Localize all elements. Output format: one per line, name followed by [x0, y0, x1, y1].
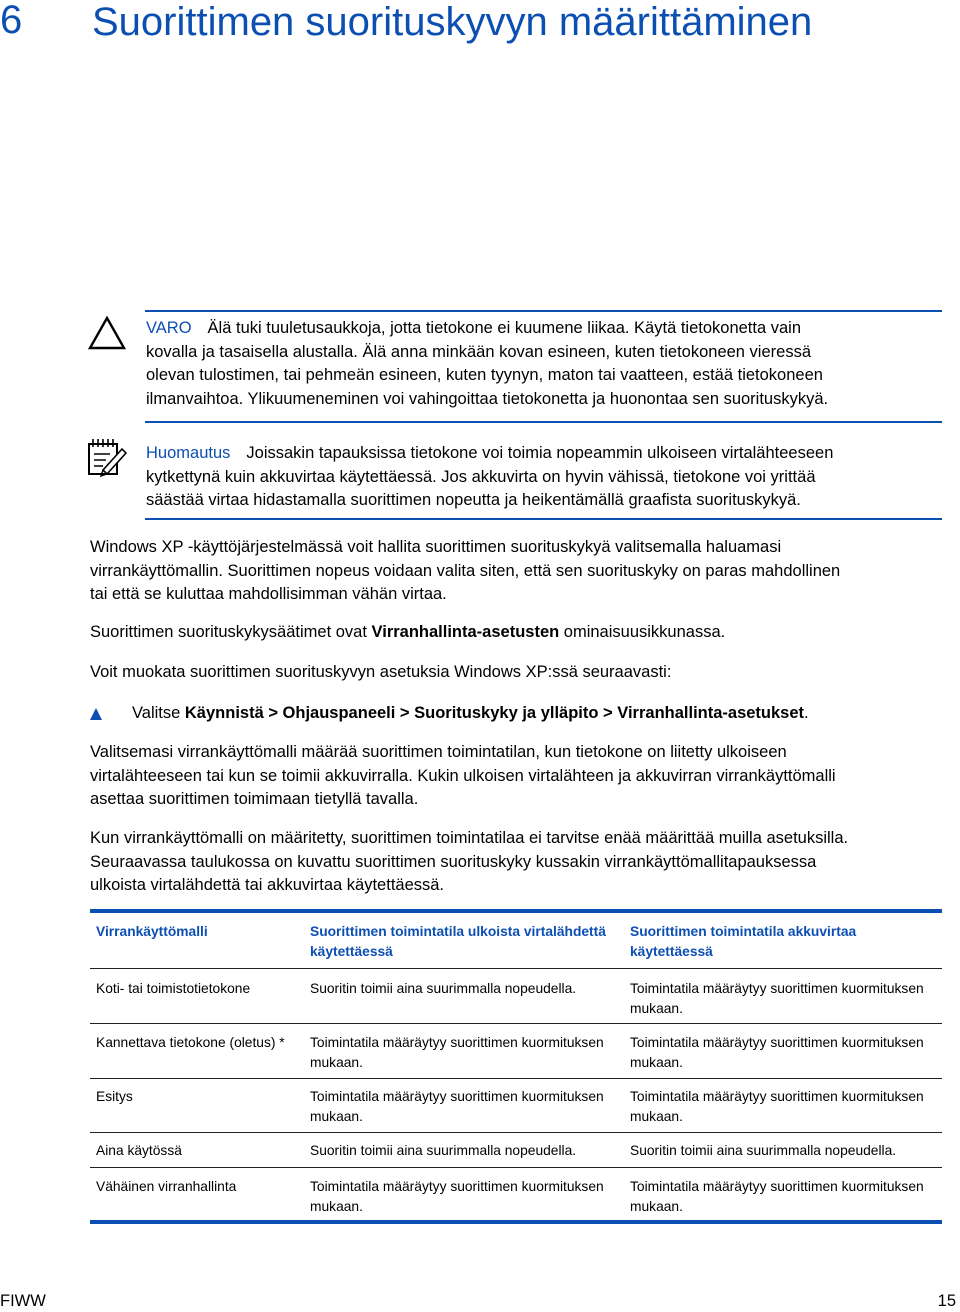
table-cell: Toimintatila määräytyy suorittimen kuormituksen mukaan. [630, 1035, 924, 1070]
table-cell: Toimintatila määräytyy suorittimen kuormituksen mukaan. [310, 1089, 604, 1124]
table-row-rule [90, 1132, 942, 1133]
power-options-term: Virranhallinta-asetusten [371, 623, 560, 641]
note-line: Joissakin tapauksissa tietokone voi toimia nopeammin ulkoiseen virtalähteeseen [246, 444, 834, 462]
table-row-rule [90, 1078, 942, 1079]
caution-top-rule [145, 310, 942, 312]
bullet-triangle-icon [90, 708, 102, 720]
table-row-rule [90, 1167, 942, 1168]
table-cell: Toimintatila määräytyy suorittimen kuormituksen mukaan. [310, 1179, 604, 1214]
paragraph-line: Windows XP -käyttöjärjestelmässä voit hallita suorittimen suorituskykyä valitsemalla haluamasi [90, 538, 782, 556]
paragraph-line: tai että se kuluttaa mahdollisimman vähän virtaa. [90, 585, 447, 603]
table-cell: Koti- tai toimistotietokone [96, 981, 251, 996]
table-cell: Esitys [96, 1089, 133, 1104]
table-cell: Aina käytössä [96, 1143, 182, 1158]
table-cell: Vähäinen virranhallinta [96, 1179, 237, 1194]
table-cell: Toimintatila määräytyy suorittimen kuormituksen mukaan. [630, 1089, 924, 1124]
caution-bottom-rule [145, 421, 942, 423]
table-header-cell: Suorittimen toimintatila ulkoista virtalähdettä käytettäessä [310, 924, 606, 959]
chapter-number: 6 [0, 0, 23, 42]
table-header-cell: Suorittimen toimintatila akkuvirtaa käytettäessä [630, 924, 857, 959]
table-cell: Toimintatila määräytyy suorittimen kuormituksen mukaan. [630, 981, 924, 1016]
table-row-rule [90, 1023, 942, 1024]
table-cell: Suoritin toimii aina suurimmalla nopeudella. [310, 981, 577, 996]
table-cell: Suoritin toimii aina suurimmalla nopeudella. [310, 1143, 577, 1158]
chapter-title: Suorittimen suorituskyvyn määrittäminen [92, 0, 813, 44]
paragraph-table-intro [90, 827, 948, 898]
table-bottom-rule [90, 1220, 942, 1224]
caution-line: olevan tulostimen, tai pehmeän esineen, kuten tyynyn, maton tai vaatteen, estää tietokoneen [146, 366, 823, 384]
note-label: Huomautus [146, 444, 231, 462]
table-cell: Suoritin toimii aina suurimmalla nopeudella. [630, 1143, 897, 1158]
paragraph-line: asettaa suorittimen toimimaan tietyllä tavalla. [90, 790, 419, 808]
menu-path: Käynnistä > Ohjauspaneeli > Suorituskyky ja ylläpito > Virranhallinta-asetukset [184, 704, 805, 722]
table-cell: Toimintatila määräytyy suorittimen kuormituksen mukaan. [630, 1179, 924, 1214]
notepad-pencil-icon [86, 437, 128, 477]
paragraph-line: virtalähteeseen tai kun se toimii akkuvirralla. Kukin ulkoisen virtalähteen ja akkuvirran virrankäyttömalli [90, 766, 836, 785]
note-bottom-rule [145, 518, 942, 520]
table-cell: Toimintatila määräytyy suorittimen kuormituksen mukaan. [310, 1035, 604, 1070]
table-header-cell: Virrankäyttömalli [96, 924, 208, 939]
footer-doc-code: FIWW [0, 1292, 46, 1310]
table-top-rule [90, 909, 942, 913]
paragraph-windows-xp [90, 536, 948, 607]
note-text [146, 442, 946, 513]
paragraph-controls: Suorittimen suorituskykysäätimet ovat Virranhallinta-asetusten ominaisuusikkunassa. [90, 623, 726, 641]
caution-line: Älä tuki tuuletusaukkoja, jotta tietokone ei kuumene liikaa. Käytä tietokonetta vain [207, 319, 801, 337]
paragraph-line: virrankäyttömallin. Suorittimen nopeus voidaan valita siten, että sen suorituskyky on paras mahdollinen [90, 561, 841, 580]
paragraph-line: Seuraavassa taulukossa on kuvattu suorittimen suorituskyky kussakin virrankäyttömallitapauksessa [90, 852, 817, 871]
page-number: 15 [937, 1292, 956, 1310]
paragraph-line: Kun virrankäyttömalli on määritetty, suorittimen toimintatilaa ei tarvitse enää määrittää muilla asetuksilla. [90, 829, 849, 847]
warning-triangle-icon [88, 316, 126, 350]
paragraph-power-scheme [90, 741, 948, 812]
paragraph-line: ulkoista virtalähdettä tai akkuvirtaa käytettäessä. [90, 876, 445, 894]
caution-label: VARO [146, 319, 192, 337]
table-cell: Kannettava tietokone (oletus) * [96, 1035, 285, 1050]
caution-line: kovalla ja tasaisella alustalla. Älä anna minkään kovan esineen, kuten tietokoneen vieressä [146, 342, 811, 361]
table-header-rule [90, 968, 942, 969]
note-line: säästää virtaa hidastamalla suorittimen nopeutta ja heikentämällä graafista suorituskykyä. [146, 491, 801, 509]
paragraph-line: Valitsemasi virrankäyttömalli määrää suorittimen toimintatilan, kun tietokone on liitetty ulkoiseen [90, 743, 787, 761]
caution-text [146, 317, 946, 411]
paragraph-instructions: Voit muokata suorittimen suorituskyvyn asetuksia Windows XP:ssä seuraavasti: [90, 663, 672, 681]
note-line: kytkettynä kuin akkuvirtaa käytettäessä. Jos akkuvirta on hyvin vähissä, tietokone voi yrittää [146, 467, 816, 486]
caution-line: ilmanvaihtoa. Ylikuumeneminen voi vahingoittaa tietokonetta ja huonontaa sen suorituskykyä. [146, 389, 829, 408]
